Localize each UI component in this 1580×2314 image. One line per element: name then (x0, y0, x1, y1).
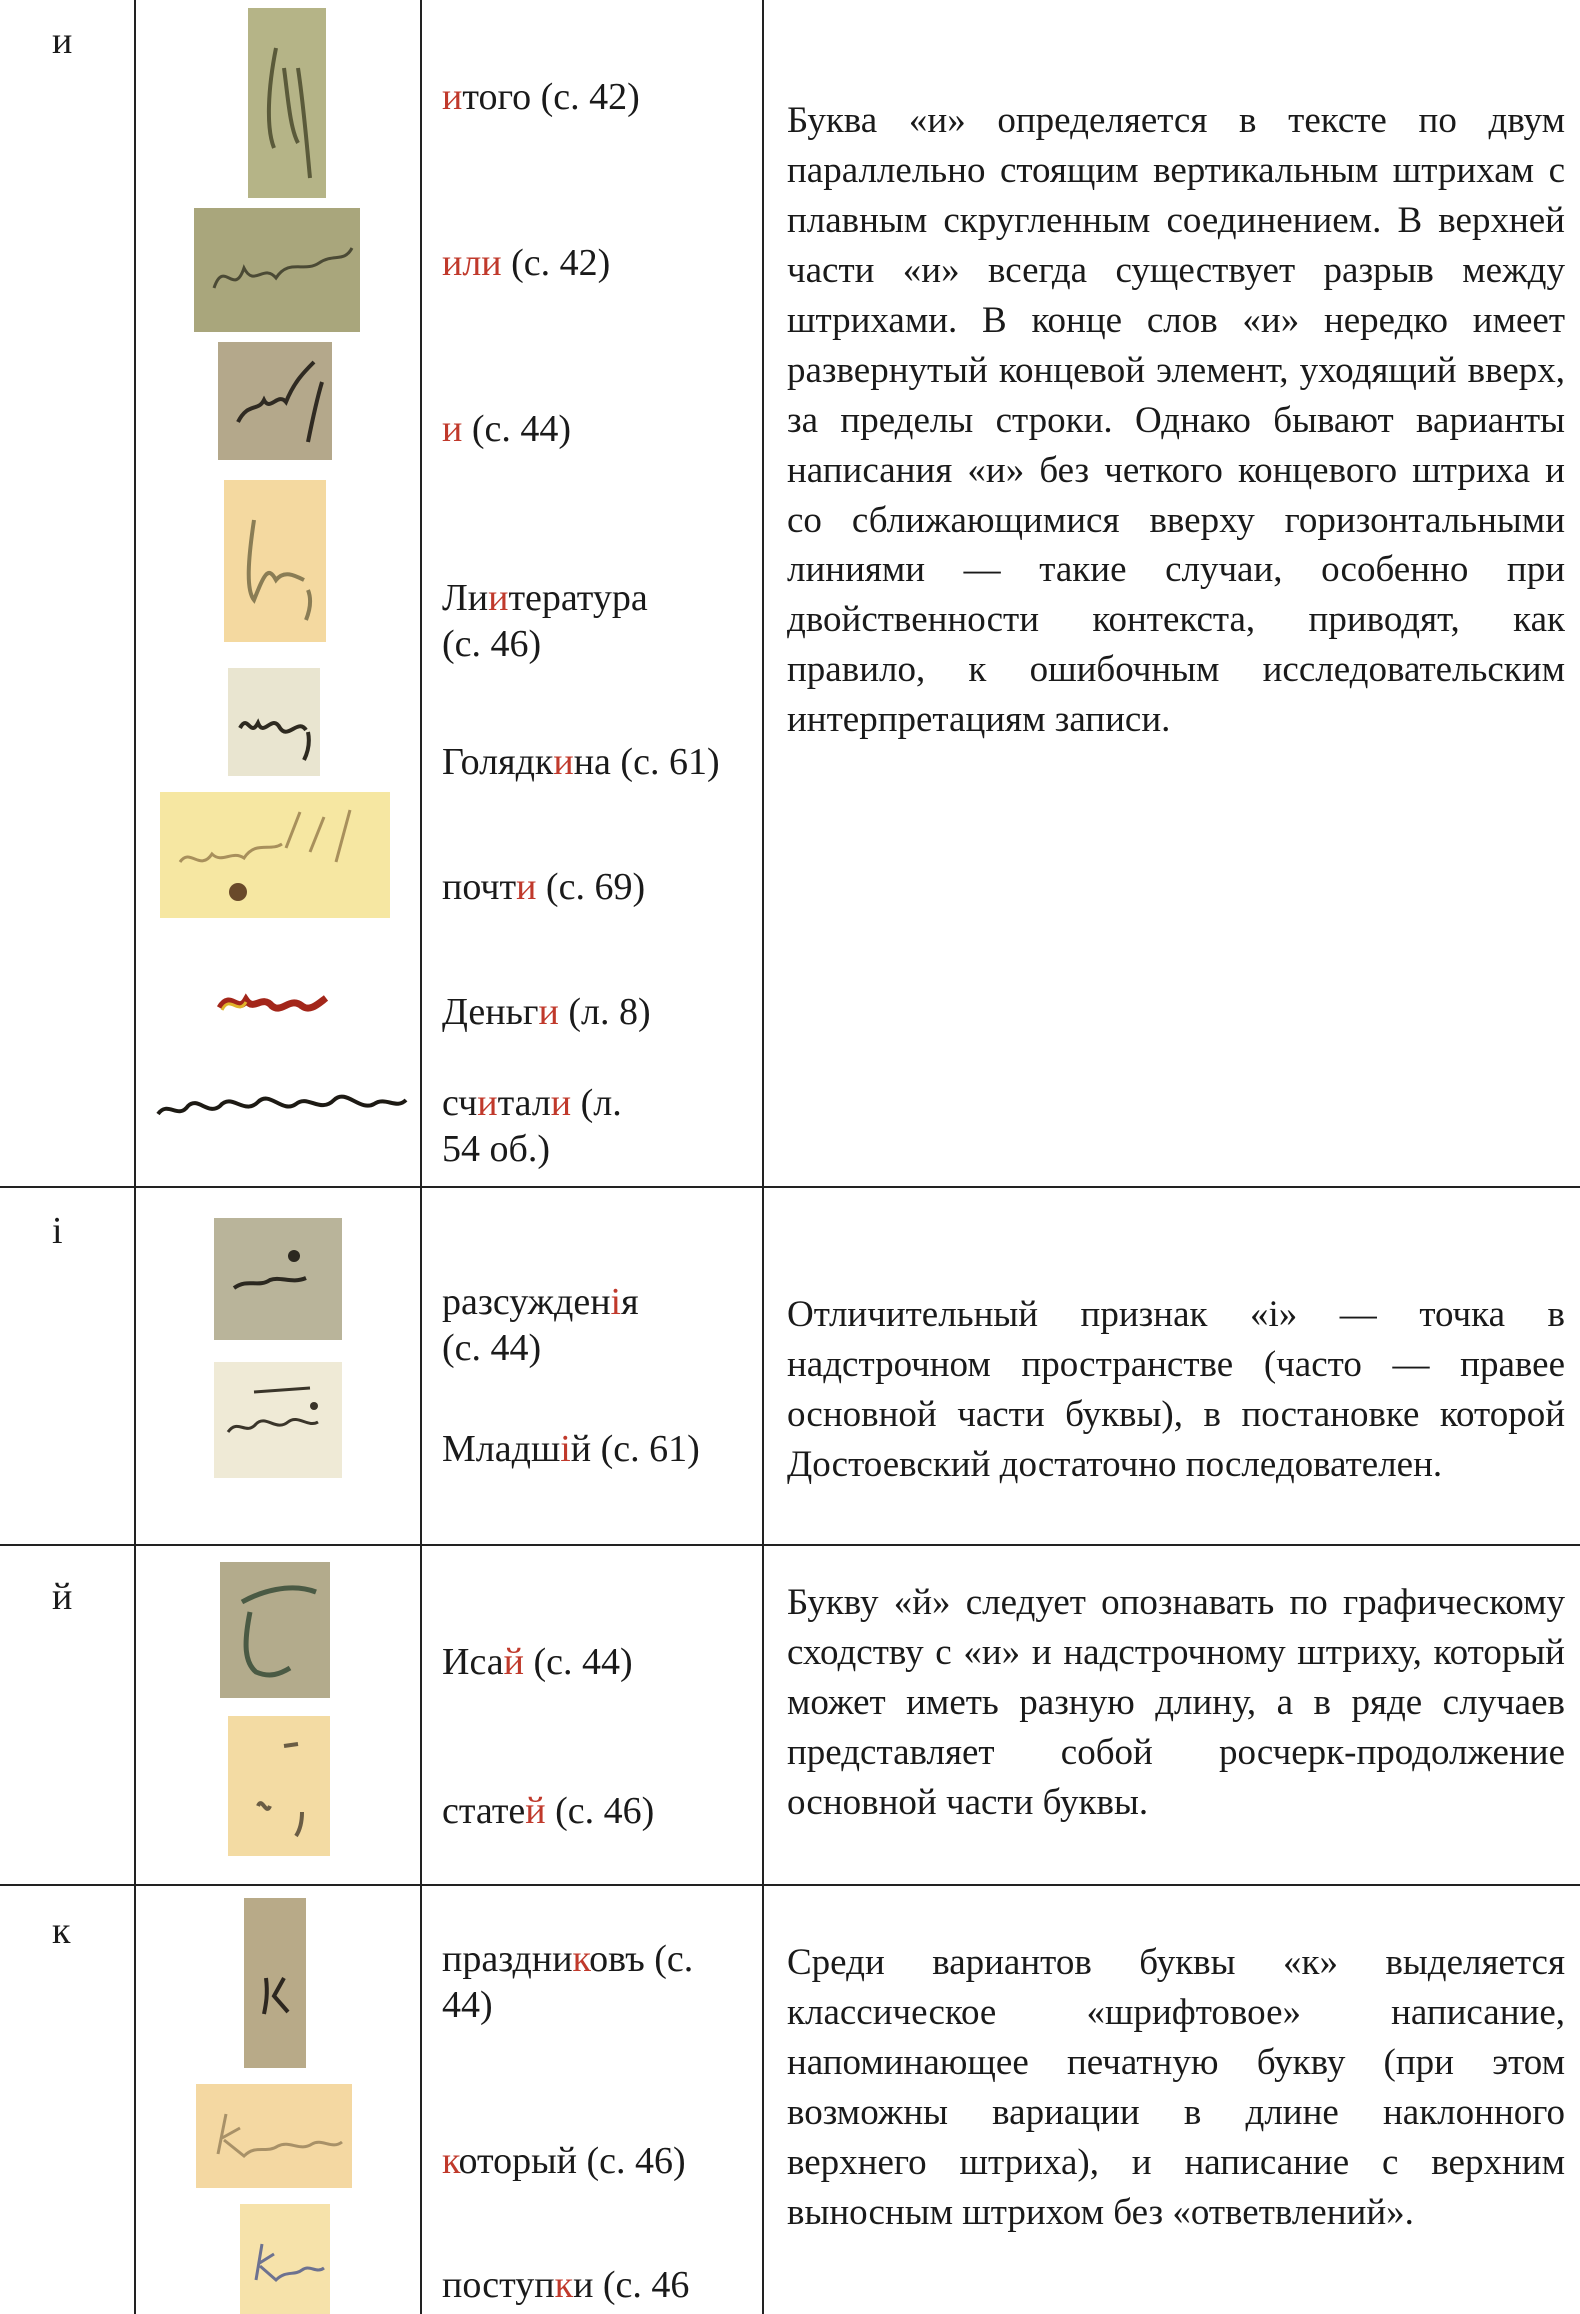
manuscript-sample (240, 2204, 330, 2314)
handwriting-sample-image (214, 1218, 342, 1340)
highlighted-letter: и (488, 577, 509, 619)
highlighted-letter: к (442, 2140, 459, 2182)
word-text: разсужден (442, 1281, 611, 1323)
word-text: почт (442, 866, 517, 908)
manuscript-sample (220, 1562, 330, 1698)
row-divider (0, 1544, 1580, 1546)
handwriting-sample-image (210, 976, 332, 1028)
word-text: (л. 54 об.) (442, 1082, 622, 1171)
example-word (442, 1788, 762, 1834)
word-text: стате (442, 1790, 526, 1832)
word-text: сч (442, 1082, 478, 1124)
letter-label: к (52, 1910, 71, 1952)
word-text: на (с. 61) (573, 741, 720, 783)
word-text: тература (с. 46) (442, 577, 648, 666)
word-text: Голядк (442, 741, 554, 783)
letter-description: Среди вариантов буквы «к» выделяется классическое «шрифтовое» написание, напоминающее печатную букву (при этом возможны вариации в длине наклонного верхнего штриха), и написание с верхним выносным штрихом без «ответвлений». (787, 1942, 1565, 2233)
example-word (442, 2262, 762, 2308)
highlighted-letter: к (554, 2264, 574, 2306)
column-divider (762, 0, 764, 2314)
manuscript-sample (244, 1898, 306, 2068)
word-text: я (с. 44) (442, 1281, 639, 1370)
highlighted-letter: или (442, 242, 502, 284)
letter-label: й (52, 1576, 73, 1618)
highlighted-letter: й (525, 1790, 546, 1832)
manuscript-sample (210, 976, 332, 1028)
highlighted-letter: и (442, 76, 463, 118)
handwriting-sample-image (244, 1898, 306, 2068)
example-word (442, 2138, 762, 2184)
example-word (442, 739, 762, 785)
handwriting-sample-image (218, 342, 332, 460)
highlighted-letter: и (553, 741, 574, 783)
word-text: оторый (с. 46) (458, 2140, 686, 2182)
handwriting-sample-image (196, 2084, 352, 2188)
example-word (442, 74, 762, 120)
handwriting-sample-image (148, 1070, 412, 1140)
manuscript-sample (228, 1716, 330, 1856)
manuscript-sample (160, 792, 390, 918)
word-text: (л. 8) (558, 991, 651, 1033)
handwriting-sample-image (220, 1562, 330, 1698)
word-text: (с. 46) (545, 1790, 655, 1832)
letter-label: и (52, 20, 73, 62)
word-text: того (с. 42) (462, 76, 640, 118)
handwriting-sample-image (228, 1716, 330, 1856)
word-text: Ли (442, 577, 489, 619)
word-text: праздни (442, 1938, 573, 1980)
manuscript-sample (224, 480, 326, 642)
highlighted-letter: и (442, 408, 463, 450)
manuscript-sample (196, 2084, 352, 2188)
letter-description: Отличительный признак «і» — точка в надстрочном пространстве (часто — правее основной части буквы), в постановке которой Достоевский достаточно последователен. (787, 1294, 1565, 1485)
manuscript-sample (228, 668, 320, 776)
word-text: и (с. 46 (573, 2264, 690, 2306)
highlighted-letter: і (610, 1281, 622, 1323)
manuscript-sample (214, 1362, 342, 1478)
example-word (442, 1936, 742, 2029)
letter-description: Букву «й» следует опознавать по графическому сходству с «и» и надстрочному штриху, который может иметь разную длину, а в ряде случаев представляет собой росчерк-продолжение основной части буквы. (787, 1582, 1565, 1823)
example-word (442, 1080, 632, 1173)
word-text: (с. 69) (536, 866, 646, 908)
example-word (442, 575, 672, 668)
handwriting-sample-image (240, 2204, 330, 2314)
handwriting-sample-image (160, 792, 390, 918)
word-text: Иса (442, 1641, 504, 1683)
row-divider (0, 1186, 1580, 1188)
column-divider (420, 0, 422, 2314)
word-text: тал (497, 1082, 551, 1124)
example-word (442, 1279, 682, 1372)
highlighted-letter: и (516, 866, 537, 908)
manuscript-sample (214, 1218, 342, 1340)
word-text: (с. 44) (462, 408, 572, 450)
letter-description: Буква «и» определяется в тексте по двум параллельно стоящим вертикальным штрихам с плавным скругленным соединением. В верхней части «и» всегда существует разрыв между штрихами. В конце слов «и» нередко имеет развернутый концевой элемент, уходящий вверх, за пределы строки. Однако бывают варианты написания «и» без четкого концевого штриха и со сближающимися вверху горизонтальными линиями — такие случаи, особенно при двойственности контекста, приводят, как правило, к ошибочным исследовательским интерпретациям записи. (787, 100, 1565, 741)
example-word (442, 864, 762, 910)
word-text: Деньг (442, 991, 539, 1033)
example-word (442, 1426, 762, 1472)
handwriting-sample-image (214, 1362, 342, 1478)
handwriting-sample-image (248, 8, 326, 198)
column-divider (134, 0, 136, 2314)
word-text: Младш (442, 1428, 561, 1470)
word-text: поступ (442, 2264, 555, 2306)
highlighted-letter: і (560, 1428, 571, 1470)
highlighted-letter: к (572, 1938, 590, 1980)
manuscript-sample (148, 1070, 412, 1140)
highlighted-letter: й (503, 1641, 524, 1683)
word-text: (с. 44) (523, 1641, 633, 1683)
example-word (442, 240, 762, 286)
highlighted-letter: и (550, 1082, 572, 1124)
example-word (442, 989, 762, 1035)
handwriting-sample-image (224, 480, 326, 642)
word-text: й (с. 61) (570, 1428, 700, 1470)
highlighted-letter: и (538, 991, 559, 1033)
example-word (442, 1639, 762, 1685)
handwriting-sample-image (228, 668, 320, 776)
word-text: (с. 42) (501, 242, 611, 284)
row-divider (0, 1884, 1580, 1886)
example-word (442, 406, 762, 452)
handwriting-sample-image (194, 208, 360, 332)
highlighted-letter: и (477, 1082, 498, 1124)
letter-label: і (52, 1210, 63, 1252)
manuscript-sample (194, 208, 360, 332)
manuscript-sample (248, 8, 326, 198)
manuscript-sample (218, 342, 332, 460)
word-text: овъ (с. 44) (442, 1938, 694, 2027)
